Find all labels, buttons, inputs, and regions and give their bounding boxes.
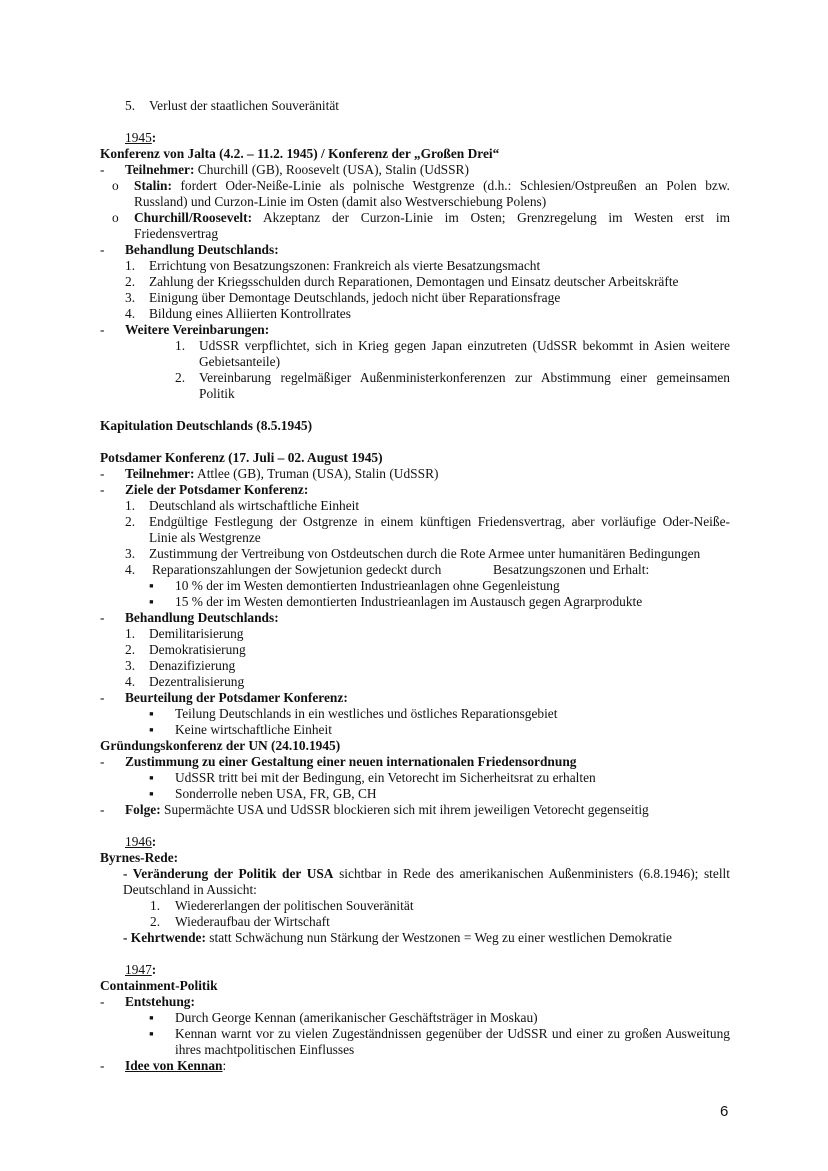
list-number: 3. bbox=[125, 546, 136, 561]
list-item-cont: Russland) und Curzon-Linie im Osten (damit also Westverschiebung Polens) bbox=[134, 194, 547, 209]
square-bullet: ▪ bbox=[149, 1026, 154, 1041]
list-item-cont: Deutschland in Aussicht: bbox=[123, 882, 257, 897]
section-heading-potsdam: Potsdamer Konferenz (17. Juli – 02. August 1945) bbox=[100, 450, 383, 465]
list-item: Zahlung der Kriegsschulden durch Reparationen, Demontagen und Einsatz deutscher Arbeitskräfte bbox=[149, 274, 679, 289]
list-item: UdSSR verpflichtet, sich in Krieg gegen Japan einzutreten (UdSSR bekommt in Asien weitere bbox=[199, 338, 730, 353]
list-item: Besatzungszonen und Erhalt: bbox=[493, 562, 650, 577]
square-bullet: ▪ bbox=[149, 770, 154, 785]
list-item: Bildung eines Alliierten Kontrollrates bbox=[149, 306, 351, 321]
year-heading-1945: 1945: bbox=[125, 130, 157, 145]
list-item: Demokratisierung bbox=[149, 642, 246, 657]
list-item: Zustimmung der Vertreibung von Ostdeutschen durch die Rote Armee unter humanitären Bedingungen bbox=[149, 546, 701, 561]
subheading: Zustimmung zu einer Gestaltung einer neuen internationalen Friedensordnung bbox=[125, 754, 577, 769]
list-item: Durch George Kennan (amerikanischer Geschäftsträger in Moskau) bbox=[175, 1010, 538, 1025]
circle-bullet: o bbox=[112, 210, 119, 225]
list-number: 4. bbox=[125, 674, 136, 689]
dash-bullet: - bbox=[100, 242, 105, 257]
dash-bullet: - bbox=[100, 466, 105, 481]
list-item: Endgültige Festlegung der Ostgrenze in einem künftigen Friedensvertrag, aber vorläufige Oder-Neiße- bbox=[149, 514, 730, 529]
list-item: Kennan warnt vor zu vielen Zugeständnissen gegenüber der UdSSR und einer zu großen Ausweitung bbox=[175, 1026, 730, 1041]
list-item: Verlust der staatlichen Souveränität bbox=[149, 98, 340, 113]
list-item: - Kehrtwende: statt Schwächung nun Stärkung der Westzonen = Weg zu einer westlichen Demokratie bbox=[123, 930, 672, 945]
list-item: Wiederaufbau der Wirtschaft bbox=[175, 914, 330, 929]
dash-bullet: - bbox=[100, 162, 105, 177]
list-item: Dezentralisierung bbox=[149, 674, 245, 689]
section-heading-un: Gründungskonferenz der UN (24.10.1945) bbox=[100, 738, 341, 753]
list-number: 2. bbox=[125, 514, 136, 529]
list-item: UdSSR tritt bei mit der Bedingung, ein Vetorecht im Sicherheitsrat zu erhalten bbox=[175, 770, 596, 785]
list-item: Keine wirtschaftliche Einheit bbox=[175, 722, 332, 737]
list-item: Demilitarisierung bbox=[149, 626, 244, 641]
list-item-cont: ihres machtpolitischen Einflusses bbox=[175, 1042, 355, 1057]
square-bullet: ▪ bbox=[149, 594, 154, 609]
dash-bullet: - bbox=[100, 482, 105, 497]
list-item-cont: Linie als Westgrenze bbox=[149, 530, 261, 545]
dash-bullet: - bbox=[100, 994, 105, 1009]
dash-bullet: - bbox=[100, 1058, 105, 1073]
circle-bullet: o bbox=[112, 178, 119, 193]
square-bullet: ▪ bbox=[149, 706, 154, 721]
square-bullet: ▪ bbox=[149, 722, 154, 737]
list-item: Denazifizierung bbox=[149, 658, 236, 673]
list-item: Reparationszahlungen der Sowjetunion gedeckt durch bbox=[152, 562, 442, 577]
list-item-cont: Gebietsanteile) bbox=[199, 354, 281, 369]
dash-bullet: - bbox=[100, 754, 105, 769]
subheading: Behandlung Deutschlands: bbox=[125, 242, 279, 257]
list-item-cont: Friedensvertrag bbox=[134, 226, 219, 241]
list-item: Wiedererlangen der politischen Souveränität bbox=[175, 898, 414, 913]
list-item: Einigung über Demontage Deutschlands, jedoch nicht über Reparationsfrage bbox=[149, 290, 561, 305]
year-heading-1946: 1946: bbox=[125, 834, 157, 849]
list-number: 4. bbox=[125, 562, 136, 577]
list-number: 1. bbox=[125, 258, 136, 273]
list-number: 2. bbox=[150, 914, 161, 929]
list-item: Teilnehmer: Churchill (GB), Roosevelt (USA), Stalin (UdSSR) bbox=[125, 162, 469, 177]
list-number: 2. bbox=[175, 370, 186, 385]
subheading: Beurteilung der Potsdamer Konferenz: bbox=[125, 690, 348, 705]
dash-bullet: - bbox=[100, 322, 105, 337]
list-number: 5. bbox=[125, 98, 136, 113]
list-number: 3. bbox=[125, 290, 136, 305]
dash-bullet: - bbox=[100, 802, 105, 817]
section-heading-byrnes: Byrnes-Rede: bbox=[100, 850, 179, 865]
list-number: 3. bbox=[125, 658, 136, 673]
list-item: Stalin: fordert Oder-Neiße-Linie als polnische Westgrenze (d.h.: Schlesien/Ostpreußen an Polen bzw. bbox=[134, 178, 730, 193]
section-heading-jalta: Konferenz von Jalta (4.2. – 11.2. 1945) / Konferenz der „Großen Drei“ bbox=[100, 146, 500, 161]
list-item: Sonderrolle neben USA, FR, GB, CH bbox=[175, 786, 377, 801]
square-bullet: ▪ bbox=[149, 578, 154, 593]
subheading: Behandlung Deutschlands: bbox=[125, 610, 279, 625]
square-bullet: ▪ bbox=[149, 1010, 154, 1025]
list-item: Teilung Deutschlands in ein westliches und östliches Reparationsgebiet bbox=[175, 706, 558, 721]
section-heading-containment: Containment-Politik bbox=[100, 978, 218, 993]
list-item: Vereinbarung regelmäßiger Außenministerkonferenzen zur Abstimmung einer gemeinsamen bbox=[199, 370, 730, 385]
subheading: Weitere Vereinbarungen: bbox=[125, 322, 270, 337]
dash-bullet: - bbox=[100, 610, 105, 625]
list-number: 2. bbox=[125, 642, 136, 657]
subheading: Idee von Kennan: bbox=[125, 1058, 227, 1073]
list-item: Errichtung von Besatzungszonen: Frankreich als vierte Besatzungsmacht bbox=[149, 258, 541, 273]
subheading: Entstehung: bbox=[125, 994, 195, 1009]
list-item: 10 % der im Westen demontierten Industrieanlagen ohne Gegenleistung bbox=[175, 578, 560, 593]
list-number: 2. bbox=[125, 274, 136, 289]
list-number: 1. bbox=[125, 498, 136, 513]
square-bullet: ▪ bbox=[149, 786, 154, 801]
list-item: Churchill/Roosevelt: Akzeptanz der Curzon-Linie im Osten; Grenzregelung im Westen erst im bbox=[134, 210, 730, 225]
list-number: 4. bbox=[125, 306, 136, 321]
year-heading-1947: 1947: bbox=[125, 962, 157, 977]
list-item: - Veränderung der Politik der USA sichtbar in Rede des amerikanischen Außenministers (6.8.1946); stellt bbox=[123, 866, 730, 881]
list-item-cont: Politik bbox=[199, 386, 235, 401]
list-number: 1. bbox=[150, 898, 161, 913]
section-heading-capitulation: Kapitulation Deutschlands (8.5.1945) bbox=[100, 418, 313, 433]
list-item: 15 % der im Westen demontierten Industrieanlagen im Austausch gegen Agrarprodukte bbox=[175, 594, 643, 609]
list-number: 1. bbox=[125, 626, 136, 641]
dash-bullet: - bbox=[100, 690, 105, 705]
list-item: Folge: Supermächte USA und UdSSR blockieren sich mit ihrem jeweiligen Vetorecht gegenseitig bbox=[125, 802, 649, 817]
list-number: 1. bbox=[175, 338, 186, 353]
list-item: Teilnehmer: Attlee (GB), Truman (USA), Stalin (UdSSR) bbox=[125, 466, 439, 481]
subheading: Ziele der Potsdamer Konferenz: bbox=[125, 482, 309, 497]
page-number: 6 bbox=[720, 1103, 729, 1120]
list-item: Deutschland als wirtschaftliche Einheit bbox=[149, 498, 360, 513]
